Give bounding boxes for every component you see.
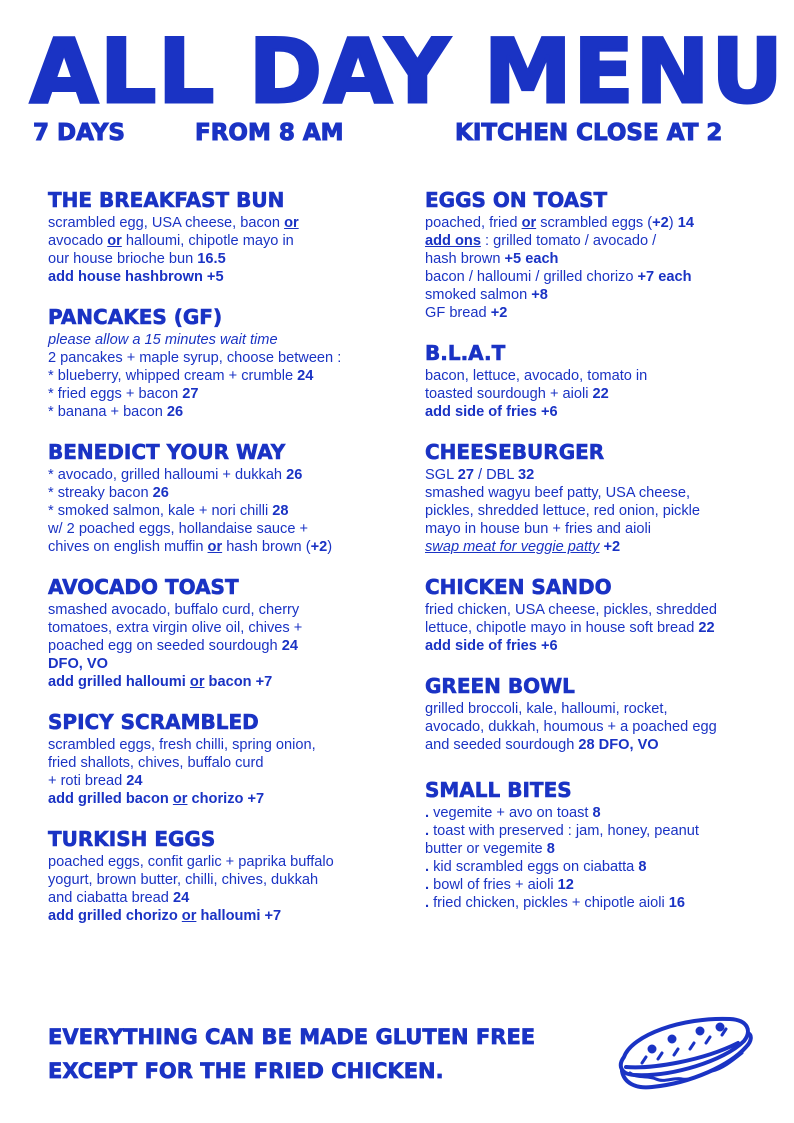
menu-text: poached, fried (425, 215, 522, 231)
menu-line (425, 466, 765, 484)
menu-text: * streaky bacon (48, 485, 153, 501)
menu-text: * smoked salmon, kale + nori chilli (48, 503, 273, 519)
menu-text: toast with preserved : jam, honey, peanut (429, 823, 699, 839)
menu-line (48, 673, 398, 691)
menu-text: add grilled bacon (48, 791, 173, 807)
menu-text: * avocado, grilled halloumi + dukkah (48, 467, 287, 483)
section-title: AVOCADO TOAST (48, 575, 239, 599)
menu-text: : grilled tomato / avocado / (480, 233, 657, 249)
menu-text: or (181, 908, 197, 924)
menu-text: vegemite + avo on toast (429, 805, 593, 821)
menu-text: 8 (638, 859, 647, 875)
menu-text: smashed avocado, buffalo curd, cherry (48, 602, 300, 618)
menu-text: DFO, VO (48, 656, 108, 672)
menu-text: 24 (172, 890, 190, 906)
menu-line (425, 520, 765, 538)
section-title: TURKISH EGGS (48, 827, 216, 851)
menu-section (425, 674, 765, 754)
menu-line (48, 871, 398, 889)
section-title: B.L.A.T (425, 341, 506, 365)
menu-text: bacon / halloumi / grilled chorizo (425, 269, 638, 285)
menu-line (425, 700, 765, 718)
menu-column-right (425, 188, 765, 931)
menu-text: +2 (490, 305, 508, 321)
menu-text: 2 pancakes + maple syrup, choose between : (48, 350, 342, 366)
section-title: THE BREAKFAST BUN (48, 188, 285, 212)
menu-text: fried chicken, pickles + chipotle aioli (429, 895, 669, 911)
menu-text: +2 (310, 539, 328, 555)
menu-line (425, 403, 765, 421)
menu-text: * fried eggs + bacon (48, 386, 183, 402)
menu-line (425, 736, 765, 754)
menu-text: . (425, 859, 430, 875)
menu-text: add side of fries +6 (425, 638, 558, 654)
menu-line (425, 367, 765, 385)
menu-text: avocado (48, 233, 108, 249)
menu-section (425, 341, 765, 421)
menu-text: hash brown (425, 251, 505, 267)
menu-line (48, 619, 398, 637)
menu-text: fried chicken, USA cheese, pickles, shredded (425, 602, 718, 618)
menu-title: ALL DAY MENU (30, 20, 785, 123)
menu-line (48, 466, 398, 484)
menu-line (425, 385, 765, 403)
menu-text: poached egg on seeded sourdough (48, 638, 282, 654)
section-title: GREEN BOWL (425, 674, 575, 698)
menu-section (48, 575, 398, 691)
section-title: PANCAKES (GF) (48, 305, 223, 329)
menu-line (48, 232, 398, 250)
menu-line (425, 214, 765, 232)
menu-line (48, 520, 398, 538)
menu-text: bacon, lettuce, avocado, tomato in (425, 368, 648, 384)
menu-line (425, 822, 765, 840)
menu-section (425, 188, 765, 322)
menu-text: * banana + bacon (48, 404, 167, 420)
menu-section (48, 305, 398, 421)
menu-section (48, 710, 398, 808)
menu-line (425, 502, 765, 520)
menu-text: 24 (297, 368, 314, 384)
menu-text: GF bread (425, 305, 491, 321)
menu-text: scrambled eggs, fresh chilli, spring onion, (48, 737, 316, 753)
menu-text: + roti bread (48, 773, 127, 789)
menu-text: or (521, 215, 537, 231)
menu-text: 16.5 (197, 251, 226, 267)
menu-section (425, 575, 765, 655)
menu-line (48, 502, 398, 520)
menu-line (48, 754, 398, 772)
menu-text: . (425, 805, 430, 821)
menu-text: tomatoes, extra virgin olive oil, chives + (48, 620, 303, 636)
menu-text: 28 DFO, VO (578, 737, 659, 753)
section-title: CHICKEN SANDO (425, 575, 612, 599)
menu-text: 24 (126, 773, 143, 789)
menu-line (425, 637, 765, 655)
menu-text: +5 each (504, 251, 559, 267)
menu-line (48, 736, 398, 754)
menu-text: pickles, shredded lettuce, red onion, pickle (425, 503, 701, 519)
menu-column-left (48, 188, 398, 944)
menu-text: add ons (425, 233, 481, 249)
menu-text: avocado, dukkah, houmous + a poached egg (425, 719, 717, 735)
menu-text: chives on english muffin (48, 539, 208, 555)
menu-text: 26 (152, 485, 169, 501)
menu-text: . (425, 895, 430, 911)
menu-line (425, 840, 765, 858)
menu-text: 26 (166, 404, 184, 420)
menu-line (425, 804, 765, 822)
menu-section (425, 440, 765, 556)
menu-line (425, 894, 765, 912)
menu-line (48, 907, 398, 925)
menu-text: +2 (652, 215, 669, 231)
menu-line (48, 772, 398, 790)
menu-text: or (107, 233, 122, 249)
menu-text: butter or vegemite (425, 841, 547, 857)
menu-text: add grilled halloumi (48, 674, 190, 690)
menu-text: poached eggs, confit garlic + paprika buffalo (48, 854, 334, 870)
opening-time-label: FROM 8 AM (195, 120, 344, 146)
menu-text: 32 (518, 467, 535, 483)
menu-line (48, 349, 398, 367)
menu-line (425, 718, 765, 736)
section-title: SPICY SCRAMBLED (48, 710, 259, 734)
menu-text: * blueberry, whipped cream + crumble (48, 368, 298, 384)
menu-text: hash brown ( (222, 539, 311, 555)
menu-line (48, 403, 398, 421)
menu-text: please allow a 15 minutes wait time (48, 332, 278, 348)
menu-text: w/ 2 poached eggs, hollandaise sauce + (48, 521, 309, 537)
sandwich-icon (612, 1005, 757, 1095)
gluten-free-notice (48, 1020, 535, 1088)
menu-line (425, 304, 765, 322)
menu-text: bacon +7 (204, 674, 273, 690)
menu-line (48, 853, 398, 871)
menu-text: 12 (557, 877, 574, 893)
menu-text: or (172, 791, 188, 807)
menu-text: our house brioche bun (48, 251, 198, 267)
menu-text: kid scrambled eggs on ciabatta (429, 859, 639, 875)
menu-text: ) (668, 215, 678, 231)
menu-text: swap meat for veggie patty (425, 539, 600, 555)
section-title: SMALL BITES (425, 778, 572, 802)
menu-text: SGL (425, 467, 458, 483)
menu-text: toasted sourdough + aioli (425, 386, 593, 402)
menu-text: smashed wagyu beef patty, USA cheese, (425, 485, 691, 501)
menu-line (425, 538, 765, 556)
menu-line (425, 286, 765, 304)
menu-line (48, 250, 398, 268)
menu-text: +2 (599, 539, 621, 555)
menu-text: fried shallots, chives, buffalo curd (48, 755, 264, 771)
section-title: EGGS ON TOAST (425, 188, 608, 212)
section-title: CHEESEBURGER (425, 440, 605, 464)
menu-line (48, 538, 398, 556)
menu-text: grilled broccoli, kale, halloumi, rocket, (425, 701, 668, 717)
menu-text: ) (327, 539, 333, 555)
menu-line (48, 655, 398, 673)
menu-text: scrambled egg, USA cheese, bacon (48, 215, 285, 231)
menu-text: add house hashbrown +5 (48, 269, 224, 285)
menu-text: and ciabatta bread (48, 890, 173, 906)
menu-line (425, 876, 765, 894)
menu-text: 22 (698, 620, 715, 636)
menu-text: 28 (272, 503, 289, 519)
menu-line (48, 214, 398, 232)
kitchen-close-label: KITCHEN CLOSE AT 2 (455, 120, 723, 146)
menu-line (48, 385, 398, 403)
menu-section (425, 778, 765, 912)
menu-line (48, 601, 398, 619)
menu-text: yogurt, brown butter, chilli, chives, dukkah (48, 872, 319, 888)
menu-text: 24 (281, 638, 298, 654)
menu-line (48, 367, 398, 385)
notice-line-2: EXCEPT FOR THE FRIED CHICKEN. (48, 1059, 444, 1083)
menu-section (48, 440, 398, 556)
menu-line (48, 889, 398, 907)
menu-line (425, 858, 765, 876)
menu-line (425, 601, 765, 619)
menu-text: . (425, 877, 430, 893)
menu-text: 8 (546, 841, 555, 857)
menu-text: or (284, 215, 299, 231)
menu-text: or (189, 674, 205, 690)
menu-line (48, 637, 398, 655)
menu-section (48, 188, 398, 286)
menu-text: / DBL (473, 467, 519, 483)
menu-text: add side of fries +6 (425, 404, 558, 420)
notice-line-1: EVERYTHING CAN BE MADE GLUTEN FREE (48, 1025, 536, 1049)
menu-line (48, 484, 398, 502)
menu-line (425, 619, 765, 637)
menu-line (48, 331, 398, 349)
menu-text: mayo in house bun + fries and aioli (425, 521, 651, 537)
menu-text: lettuce, chipotle mayo in house soft bread (425, 620, 699, 636)
menu-text: 8 (592, 805, 601, 821)
menu-text: . (425, 823, 430, 839)
menu-line (48, 790, 398, 808)
menu-text: 14 (677, 215, 694, 231)
menu-text: +7 each (637, 269, 692, 285)
menu-text: or (207, 539, 223, 555)
menu-line (425, 484, 765, 502)
menu-text: 27 (182, 386, 199, 402)
menu-text: 27 (457, 467, 474, 483)
menu-text: 16 (668, 895, 685, 911)
menu-text: add grilled chorizo (48, 908, 182, 924)
menu-section (48, 827, 398, 925)
menu-line (425, 250, 765, 268)
menu-text: halloumi, chipotle mayo in (121, 233, 294, 249)
days-label: 7 DAYS (33, 120, 125, 146)
menu-text: +8 (531, 287, 548, 303)
menu-text: 22 (592, 386, 609, 402)
menu-text: and seeded sourdough (425, 737, 579, 753)
menu-line (48, 268, 398, 286)
menu-line (425, 232, 765, 250)
menu-line (425, 268, 765, 286)
menu-text: smoked salmon (425, 287, 532, 303)
section-title: BENEDICT YOUR WAY (48, 440, 286, 464)
menu-text: scrambled eggs ( (536, 215, 653, 231)
menu-text: halloumi +7 (196, 908, 282, 924)
menu-text: chorizo +7 (187, 791, 265, 807)
menu-text: 26 (286, 467, 303, 483)
menu-text: bowl of fries + aioli (429, 877, 558, 893)
